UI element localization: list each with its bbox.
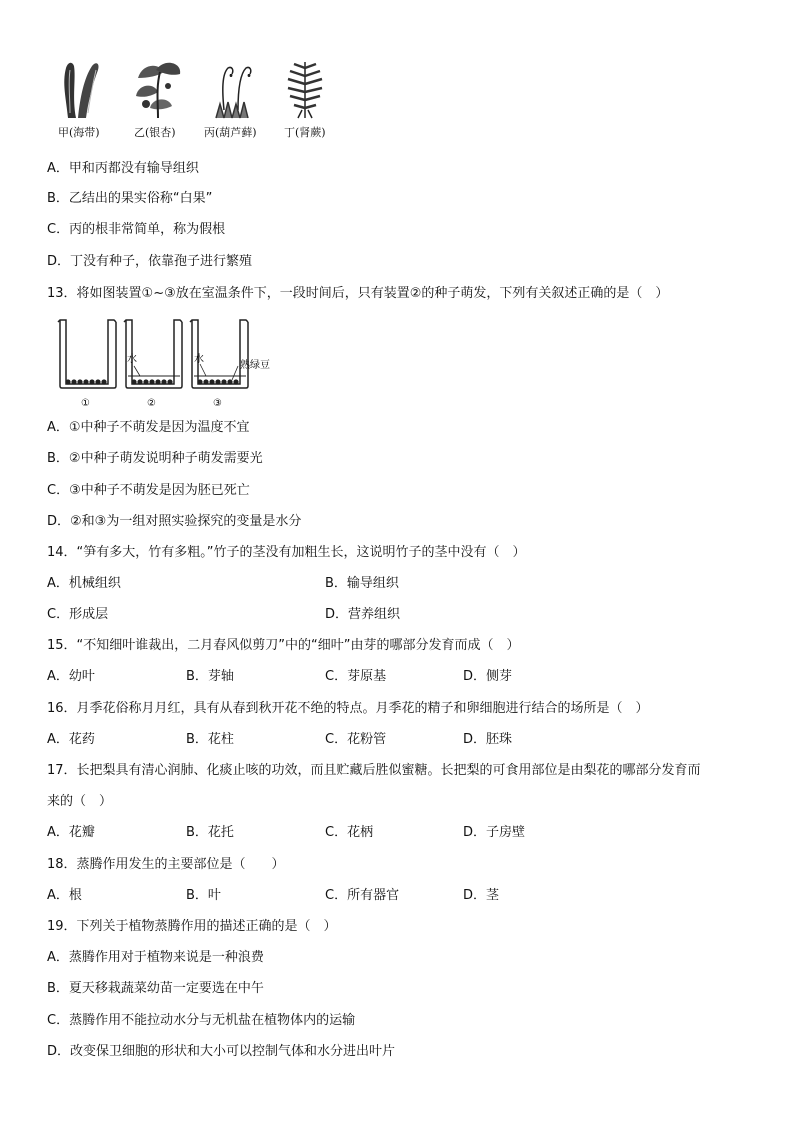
fern-illustration [280,58,330,120]
q16-option-d: D．胚珠 [463,732,513,747]
q16-stem: 16．月季花俗称月月红，具有从春到秋开花不绝的特点。月季花的精子和卵细胞进行结合的场所是（ ） [47,701,649,716]
q17-option-a: A．花瓣 [47,825,95,840]
q19-option-c: C．蒸腾作用不能拉动水分与无机盐在植物体内的运输 [47,1013,356,1028]
beans-label: 熟绿豆 [240,360,270,371]
plant-label-ginkgo: 乙(银杏) [134,126,176,139]
q19-option-d: D．改变保卫细胞的形状和大小可以控制气体和水分进出叶片 [47,1044,396,1059]
kelp-illustration [58,58,108,120]
moss-illustration [210,60,260,120]
q18-option-d: D．茎 [463,888,500,903]
q15-stem: 15．“不知细叶谁裁出，二月春风似剪刀”中的“细叶”由芽的哪部分发育而成（ ） [47,638,520,653]
q14-option-c: C．形成层 [47,607,109,622]
q17-stem-line1: 17．长把梨具有清心润肺、化痰止咳的功效，而且贮藏后胜似蜜糖。长把梨的可食用部位是由梨花的哪部分发育而 [47,763,701,778]
q17-option-d: D．子房壁 [463,825,526,840]
q15-option-d: D．侧芽 [463,669,513,684]
q12-option-d: D．丁没有种子，依靠孢子进行繁殖 [47,254,253,269]
q18-option-a: A．根 [47,888,82,903]
ginkgo-illustration [128,58,186,120]
q16-option-c: C．花粉管 [325,732,387,747]
beaker-figure [56,318,286,410]
plant-label-kelp: 甲(海带) [58,126,100,139]
water-label-2: 水 [127,354,137,365]
q12-option-c: C．丙的根非常简单，称为假根 [47,222,226,237]
q17-option-c: C．花柄 [325,825,374,840]
q14-stem: 14．“笋有多大，竹有多粗。”竹子的茎没有加粗生长，这说明竹子的茎中没有（ ） [47,545,526,560]
q16-option-a: A．花药 [47,732,95,747]
beaker-number-2: ② [147,398,156,409]
q14-option-d: D．营养组织 [325,607,401,622]
q12-option-b: B．乙结出的果实俗称“白果” [47,191,213,206]
q19-stem: 19．下列关于植物蒸腾作用的描述正确的是（ ） [47,919,337,934]
plant-label-fern: 丁(肾蕨) [284,126,326,139]
q18-option-c: C．所有器官 [325,888,400,903]
q18-stem: 18．蒸腾作用发生的主要部位是（ ） [47,857,285,872]
q13-option-c: C．③中种子不萌发是因为胚已死亡 [47,483,250,498]
q15-option-c: C．芽原基 [325,669,387,684]
q13-option-b: B．②中种子萌发说明种子萌发需要光 [47,451,263,466]
plant-label-moss: 丙(葫芦藓) [204,126,257,139]
q15-option-b: B．芽轴 [186,669,234,684]
q13-option-d: D．②和③为一组对照实验探究的变量是水分 [47,514,302,529]
q14-option-a: A．机械组织 [47,576,121,591]
q17-stem-line2: 来的（ ） [47,794,113,809]
q14-option-b: B．输导组织 [325,576,399,591]
water-label-3: 水 [194,354,204,365]
q15-option-a: A．幼叶 [47,669,95,684]
beaker-number-1: ① [81,398,90,409]
q19-option-b: B．夏天移栽蔬菜幼苗一定要选在中午 [47,981,264,996]
q18-option-b: B．叶 [186,888,221,903]
q13-stem: 13．将如图装置①~③放在室温条件下，一段时间后，只有装置②的种子萌发，下列有关叙述正确的是（ ） [47,286,669,301]
q12-option-a: A．甲和丙都没有输导组织 [47,161,199,176]
q13-option-a: A．①中种子不萌发是因为温度不宜 [47,420,250,435]
beaker-number-3: ③ [213,398,222,409]
q19-option-a: A．蒸腾作用对于植物来说是一种浪费 [47,950,264,965]
q17-option-b: B．花托 [186,825,234,840]
q16-option-b: B．花柱 [186,732,234,747]
